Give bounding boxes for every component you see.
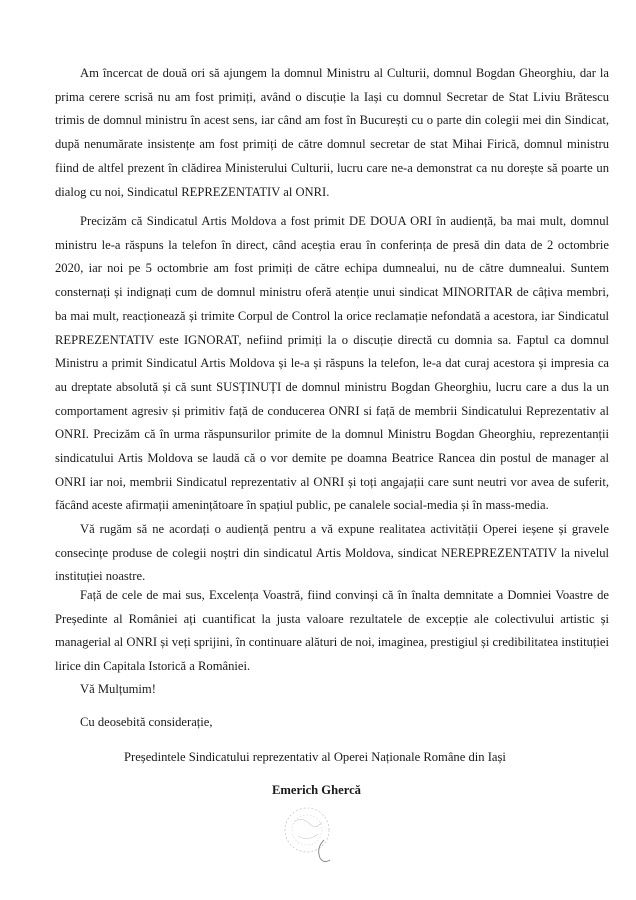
paragraph-4: Față de cele de mai sus, Excelența Voastră, fiind convinși că în înalta demnitate a Domniei Voastre de Președinte al României ați cuantificat la justa valoare rezultatele de excepție ale colectivului artistic și managerial al ONRI și veți sprijini, în continuare alături de noi, imaginea, prestigiul și credibilitatea instituției lirice din Capitala Istorică a României. [55,588,609,674]
closing-line: Cu deosebită considerație, [80,715,213,729]
paragraph-3: Vă rugăm să ne acordați o audiență pentru a vă expune realitatea activității Operei ieșene și gravele consecințe produse de colegii noștri din sindicatul Artis Moldova, sindicat NEREPREZENTATIV la nivelul instituției noastre. [55,522,609,584]
signature-stamp-image [280,800,340,866]
thanks-line: Vă Mulțumim! [80,682,156,696]
signatory-title: Președintele Sindicatului reprezentativ al Operei Naționale Române din Iași [124,750,506,764]
paragraph-1: Am încercat de două ori să ajungem la domnul Ministru al Culturii, domnul Bogdan Gheorghiu, dar la prima cerere scrisă nu am fost primiți, având o discuție la Iași cu domnul Secretar de Stat Liviu Brătescu trimis de domnul ministru în acest sens, iar când am fost în București cu o parte din colegii mei din Sindicat, după nenumărate insistențe am fost primiți de către domnul secretar de stat Mihai Firică, domnul ministru fiind de altfel prezent în clădirea Ministerului Culturii, lucru care ne-a demonstrat ca nu dorește să poarte un dialog cu noi, Sindicatul REPREZENTATIV al ONRI. [55,66,609,199]
paragraph-2: Precizăm că Sindicatul Artis Moldova a fost primit DE DOUA ORI în audiență, ba mai mult, domnul ministru le-a răspuns la telefon în direct, când aceștia erau în conferința de presă din data de 2 octombrie 2020, iar noi pe 5 octombrie am fost primiți de către echipa dumnealui, nu de către dumnealui. Suntem consternați și indignați cum de domnul ministru oferă atenție unui sindicat MINORITAR de câțiva membri, ba mai mult, reacționează și trimite Corpul de Control la orice reclamație nefondată a acestora, iar Sindicatul REPREZENTATIV este IGNORAT, nefiind primiți la o discuție directă cu domnia sa. Faptul ca domnul Ministru a primit Sindicatul Artis Moldova și le-a și răspuns la telefon, le-a dat curaj acestora și impresia ca au dreptate absolută și că sunt SUSȚINUȚI de domnul ministru Bogdan Gheorghiu, lucru care a dus la un comportament agresiv și primitiv față de conducerea ONRI si față de membrii Sindicatului Reprezentativ al ONRI. Precizăm că în urma răspunsurilor primite de la domnul Ministru Bogdan Gheorghiu, reprezentanții sindicatului Artis Moldova se laudă că o vor demite pe doamna Beatrice Rancea din postul de manager al ONRI iar noi, membrii Sindicatul reprezentativ al ONRI și toți angajații care sunt neutri vor avea de suferit, făcând aceste afirmații amenințătoare în spațiul public, pe canalele social-media și în mass-media. [55,214,609,513]
signatory-name: Emerich Ghercă [272,783,361,797]
